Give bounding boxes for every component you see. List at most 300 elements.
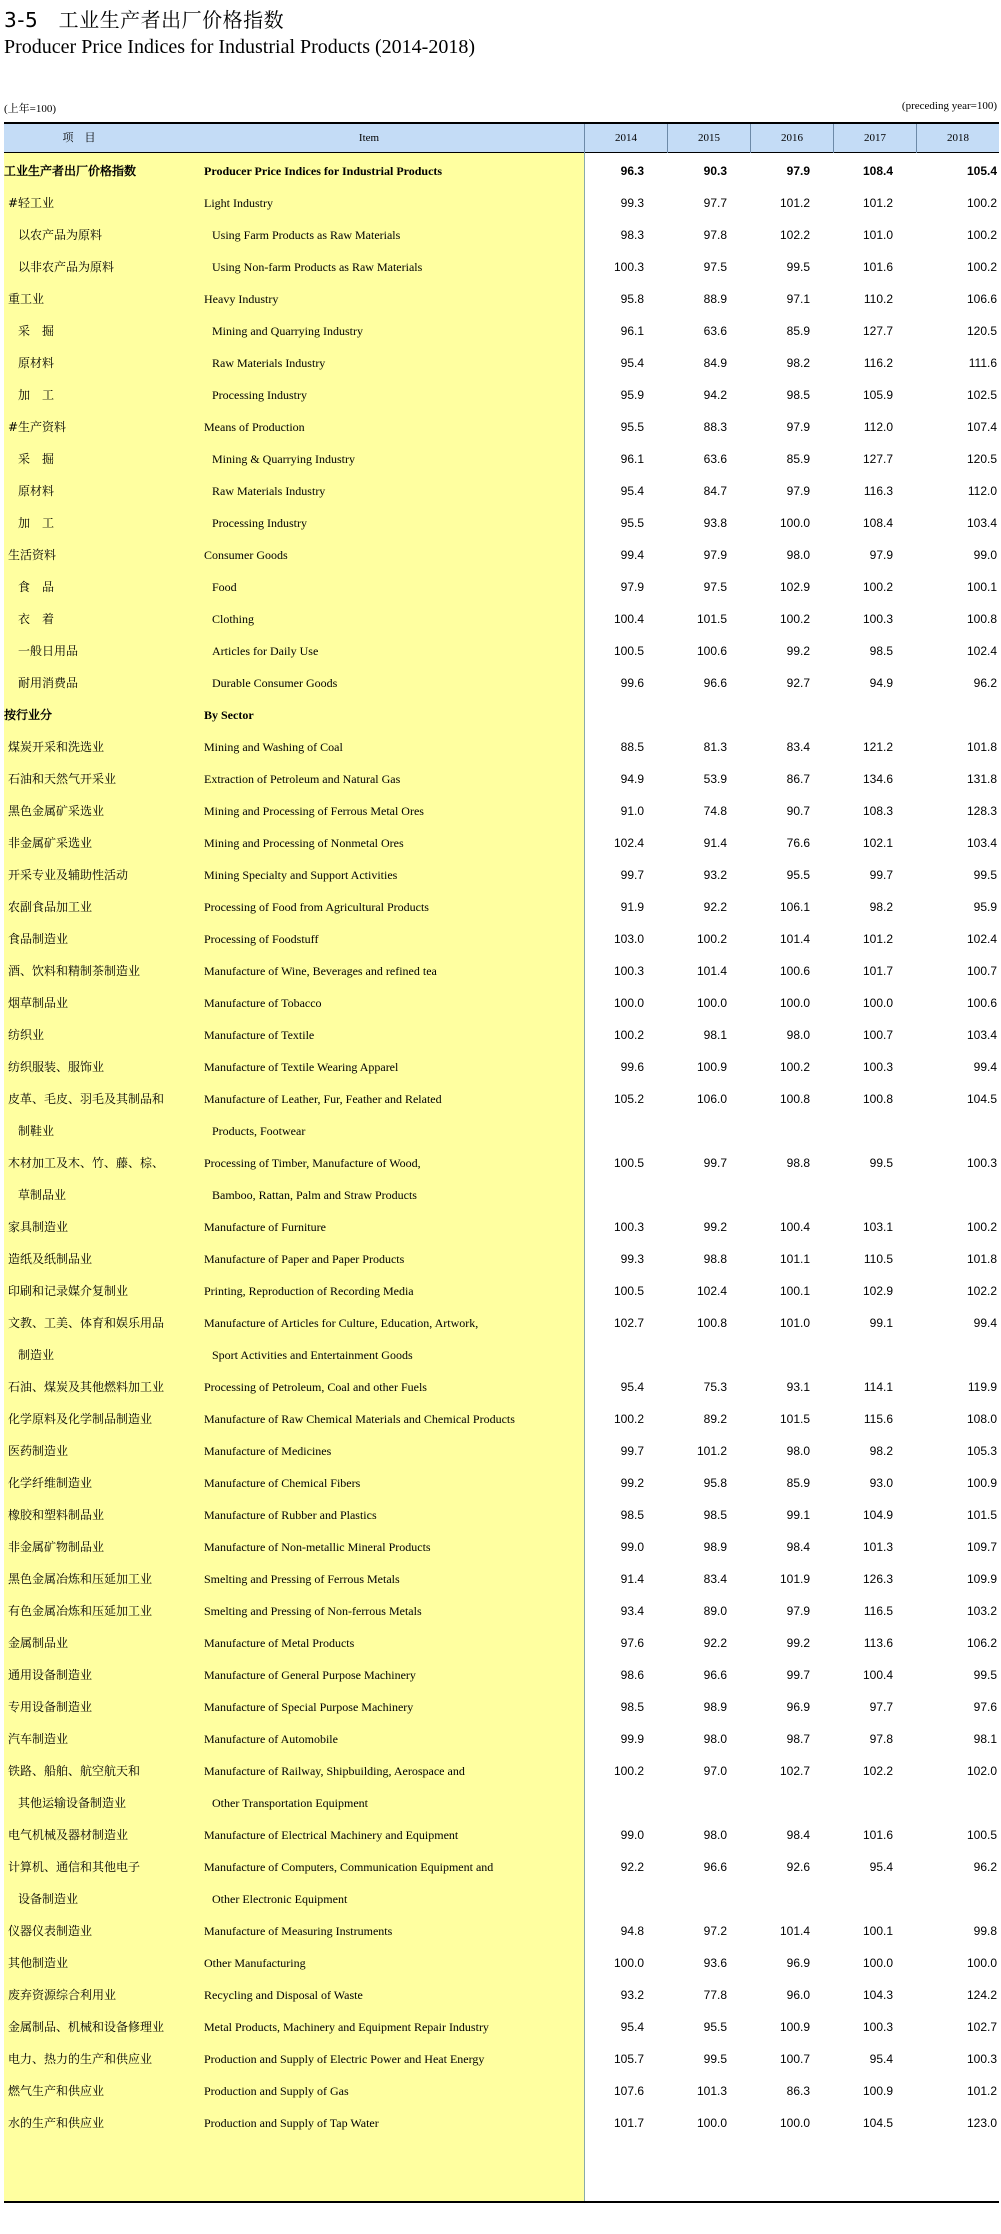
- table-row: [4, 1467, 999, 1499]
- row-label-en: Manufacture of Electrical Machinery and Equipment: [204, 1828, 459, 1842]
- row-label-cn: 以非农产品为原料: [18, 260, 115, 274]
- header-year-2016: 2016: [750, 124, 833, 153]
- value-cell: 85.9: [786, 324, 810, 338]
- table-row: [4, 1947, 999, 1979]
- row-label-en: Mining and Quarrying Industry: [212, 324, 363, 338]
- value-cell: 104.5: [862, 2116, 893, 2130]
- value-cell: 98.8: [703, 1252, 727, 1266]
- value-cell: 95.4: [620, 2020, 644, 2034]
- value-cell: 98.2: [869, 900, 893, 914]
- value-cell: 100.0: [613, 1956, 644, 1970]
- row-label-en: Processing of Food from Agricultural Products: [204, 900, 429, 914]
- row-label-cn: 开采专业及辅助性活动: [8, 868, 129, 882]
- value-cell: 100.3: [966, 2052, 997, 2066]
- row-label-en: Processing of Petroleum, Coal and other Fuels: [204, 1380, 427, 1394]
- row-label-en: Manufacture of Computers, Communication Equipment and: [204, 1860, 494, 1874]
- row-label-en: Processing Industry: [212, 516, 307, 530]
- table-row: [4, 1915, 999, 1947]
- value-cell: 100.2: [779, 1060, 810, 1074]
- value-cell: 134.6: [862, 772, 893, 786]
- value-cell: 101.6: [862, 260, 893, 274]
- value-cell: 93.0: [869, 1476, 893, 1490]
- value-cell: 98.2: [869, 1444, 893, 1458]
- table-row: [4, 283, 999, 315]
- value-cell: 100.0: [696, 2116, 727, 2130]
- value-cell: 98.1: [703, 1028, 727, 1042]
- row-label-cn: 工业生产者出厂价格指数: [4, 164, 137, 178]
- table-row: [4, 1051, 999, 1083]
- value-cell: 100.1: [779, 1284, 810, 1298]
- value-cell: 99.7: [620, 1444, 644, 1458]
- value-cell: 101.2: [966, 2084, 997, 2098]
- table-row: [4, 539, 999, 571]
- table-row: [4, 859, 999, 891]
- value-cell: 98.0: [703, 1828, 727, 1842]
- value-cell: 84.9: [703, 356, 727, 370]
- value-cell: 115.6: [863, 1412, 893, 1426]
- header-year-2017: 2017: [833, 124, 916, 153]
- value-cell: 101.5: [966, 1508, 997, 1522]
- row-label-en: Manufacture of Articles for Culture, Education, Artwork,: [204, 1316, 479, 1330]
- value-cell: 100.5: [613, 644, 644, 658]
- value-cell: 99.4: [973, 1060, 997, 1074]
- table-row: [4, 571, 999, 603]
- value-cell: 88.5: [620, 740, 644, 754]
- value-cell: 92.2: [703, 900, 727, 914]
- value-cell: 95.4: [620, 356, 644, 370]
- row-label-cn: 木材加工及木、竹、藤、棕、: [8, 1156, 165, 1170]
- value-cell: 93.2: [620, 1988, 644, 2002]
- value-cell: 100.7: [862, 1028, 893, 1042]
- value-cell: 113.6: [863, 1636, 893, 1650]
- value-cell: 100.8: [862, 1092, 893, 1106]
- value-cell: 93.8: [703, 516, 727, 530]
- value-cell: 97.5: [703, 580, 727, 594]
- row-label-cn: 采 掘: [18, 452, 55, 466]
- value-cell: 100.4: [779, 1220, 810, 1234]
- row-label-cn: 耐用消费品: [18, 676, 79, 690]
- value-cell: 95.8: [620, 292, 644, 306]
- row-label-cn: 铁路、船舶、航空航天和: [8, 1764, 141, 1778]
- value-cell: 100.7: [966, 964, 997, 978]
- row-label-en: Production and Supply of Electric Power and Heat Energy: [204, 2052, 485, 2066]
- row-label-en: Printing, Reproduction of Recording Media: [204, 1284, 414, 1298]
- value-cell: 83.4: [786, 740, 810, 754]
- value-cell: 95.9: [973, 900, 997, 914]
- value-cell: 100.2: [613, 1412, 644, 1426]
- value-cell: 123.0: [966, 2116, 997, 2130]
- row-label-cn: 石油、煤炭及其他燃料加工业: [8, 1380, 165, 1394]
- value-cell: 96.9: [786, 1700, 810, 1714]
- value-cell: 99.6: [620, 676, 644, 690]
- row-label-en: Mining & Quarrying Industry: [212, 452, 355, 466]
- value-cell: 100.6: [696, 644, 727, 658]
- value-cell: 96.2: [973, 676, 997, 690]
- value-cell: 105.2: [613, 1092, 644, 1106]
- value-cell: 97.9: [786, 164, 810, 178]
- value-cell: 98.9: [703, 1540, 727, 1554]
- value-cell: 103.4: [966, 836, 997, 850]
- row-label-cn: 专用设备制造业: [8, 1700, 93, 1714]
- value-cell: 97.7: [869, 1700, 893, 1714]
- value-cell: 99.2: [703, 1220, 727, 1234]
- table-row: [4, 923, 999, 955]
- table-row: [4, 251, 999, 283]
- value-cell: 100.0: [779, 516, 810, 530]
- row-label-cn: 制鞋业: [18, 1124, 55, 1138]
- value-cell: 96.9: [786, 1956, 810, 1970]
- value-cell: 81.3: [703, 740, 727, 754]
- table-title-en: Producer Price Indices for Industrial Products (2014-2018): [4, 36, 475, 58]
- value-cell: 96.6: [703, 1860, 727, 1874]
- row-label-en: Mining and Processing of Ferrous Metal Ores: [204, 804, 424, 818]
- row-label-cn: 黑色金属矿采选业: [8, 804, 105, 818]
- value-cell: 101.3: [862, 1540, 893, 1554]
- value-cell: 112.0: [863, 420, 893, 434]
- value-cell: 97.9: [786, 420, 810, 434]
- row-label-en: Consumer Goods: [204, 548, 288, 562]
- value-cell: 99.5: [703, 2052, 727, 2066]
- value-cell: 100.2: [966, 1220, 997, 1234]
- value-cell: 100.5: [613, 1284, 644, 1298]
- value-cell: 103.1: [862, 1220, 893, 1234]
- value-cell: 116.2: [863, 356, 893, 370]
- row-label-en: Products, Footwear: [212, 1124, 306, 1138]
- value-cell: 99.0: [620, 1828, 644, 1842]
- row-label-en: Manufacture of Raw Chemical Materials and Chemical Products: [204, 1412, 515, 1426]
- value-cell: 100.9: [966, 1476, 997, 1490]
- row-label-cn: 加 工: [18, 388, 55, 402]
- value-cell: 100.2: [966, 228, 997, 242]
- value-cell: 98.0: [786, 1028, 810, 1042]
- value-cell: 85.9: [786, 452, 810, 466]
- value-cell: 105.3: [966, 1444, 997, 1458]
- value-cell: 100.2: [966, 196, 997, 210]
- value-cell: 98.5: [703, 1508, 727, 1522]
- value-cell: 91.0: [620, 804, 644, 818]
- value-cell: 106.1: [779, 900, 810, 914]
- table-row: [4, 1691, 999, 1723]
- value-cell: 120.5: [966, 324, 997, 338]
- value-cell: 102.1: [862, 836, 893, 850]
- value-cell: 100.2: [613, 1764, 644, 1778]
- row-label-en: Using Non-farm Products as Raw Materials: [212, 260, 423, 274]
- value-cell: 83.4: [703, 1572, 727, 1586]
- row-label-en: Other Manufacturing: [204, 1956, 306, 1970]
- row-label-en: Food: [212, 580, 237, 594]
- value-cell: 99.3: [620, 196, 644, 210]
- value-cell: 121.2: [862, 740, 893, 754]
- value-cell: 103.4: [966, 1028, 997, 1042]
- value-cell: 99.5: [786, 260, 810, 274]
- value-cell: 131.8: [966, 772, 997, 786]
- value-cell: 101.7: [613, 2116, 644, 2130]
- row-label-cn: 废弃资源综合利用业: [8, 1988, 117, 2002]
- value-cell: 74.8: [703, 804, 727, 818]
- value-cell: 114.1: [863, 1380, 893, 1394]
- value-cell: 120.5: [966, 452, 997, 466]
- value-cell: 100.0: [696, 996, 727, 1010]
- value-cell: 97.5: [703, 260, 727, 274]
- value-cell: 100.9: [862, 2084, 893, 2098]
- value-cell: 103.4: [966, 516, 997, 530]
- value-cell: 100.2: [779, 612, 810, 626]
- value-cell: 102.7: [779, 1764, 810, 1778]
- value-cell: 102.2: [966, 1284, 997, 1298]
- value-cell: 98.5: [620, 1508, 644, 1522]
- value-cell: 107.4: [966, 420, 997, 434]
- value-cell: 88.3: [703, 420, 727, 434]
- table-row: [4, 1563, 999, 1595]
- row-label-en: Mining and Processing of Nonmetal Ores: [204, 836, 404, 850]
- value-cell: 102.4: [613, 836, 644, 850]
- value-cell: 100.8: [696, 1316, 727, 1330]
- value-cell: 100.4: [613, 612, 644, 626]
- value-cell: 103.0: [613, 932, 644, 946]
- value-cell: 100.3: [966, 1156, 997, 1170]
- row-label-cn: 非金属矿采选业: [8, 836, 93, 850]
- table-row: [4, 1403, 999, 1435]
- value-cell: 102.4: [966, 644, 997, 658]
- value-cell: 86.3: [786, 2084, 810, 2098]
- row-label-en: Processing of Timber, Manufacture of Wood,: [204, 1156, 421, 1170]
- value-cell: 93.2: [703, 868, 727, 882]
- value-cell: 97.7: [703, 196, 727, 210]
- value-cell: 100.7: [779, 2052, 810, 2066]
- value-cell: 100.2: [966, 260, 997, 274]
- value-cell: 84.7: [703, 484, 727, 498]
- row-label-cn: 计算机、通信和其他电子: [8, 1860, 141, 1874]
- value-cell: 92.6: [786, 1860, 810, 1874]
- value-cell: 97.9: [786, 484, 810, 498]
- value-cell: 116.5: [863, 1604, 893, 1618]
- value-cell: 98.5: [786, 388, 810, 402]
- table-row: [4, 2043, 999, 2075]
- table-row: [4, 987, 999, 1019]
- row-label-cn: 印刷和记录媒介复制业: [8, 1284, 129, 1298]
- row-label-cn: 医药制造业: [8, 1444, 69, 1458]
- row-label-en: Manufacture of Textile: [204, 1028, 315, 1042]
- row-label-en: Smelting and Pressing of Ferrous Metals: [204, 1572, 400, 1586]
- table-header: [4, 122, 999, 153]
- value-cell: 99.7: [786, 1668, 810, 1682]
- value-cell: 100.9: [696, 1060, 727, 1074]
- row-label-cn: 酒、饮料和精制茶制造业: [8, 964, 141, 978]
- row-label-en: Clothing: [212, 612, 255, 626]
- value-cell: 98.0: [703, 1732, 727, 1746]
- row-label-en: Manufacture of Wine, Beverages and refined tea: [204, 964, 437, 978]
- value-cell: 100.6: [966, 996, 997, 1010]
- row-label-cn: 纺织服装、服饰业: [8, 1060, 105, 1074]
- table-row: [4, 1019, 999, 1051]
- value-cell: 95.5: [620, 420, 644, 434]
- table-row: [4, 2107, 999, 2139]
- value-cell: 98.9: [703, 1700, 727, 1714]
- value-cell: 100.5: [613, 1156, 644, 1170]
- value-cell: 93.6: [703, 1956, 727, 1970]
- value-cell: 102.7: [613, 1316, 644, 1330]
- value-cell: 94.8: [620, 1924, 644, 1938]
- value-cell: 95.4: [620, 484, 644, 498]
- table-row: [4, 1787, 999, 1819]
- table-row: [4, 1627, 999, 1659]
- row-label-en: Processing Industry: [212, 388, 307, 402]
- value-cell: 97.6: [620, 1636, 644, 1650]
- value-cell: 96.6: [703, 676, 727, 690]
- value-cell: 95.4: [869, 1860, 893, 1874]
- row-label-cn: 生活资料: [8, 548, 57, 562]
- value-cell: 99.2: [786, 644, 810, 658]
- value-cell: 112.0: [967, 484, 997, 498]
- value-cell: 95.5: [786, 868, 810, 882]
- row-label-en: Using Farm Products as Raw Materials: [212, 228, 401, 242]
- value-cell: 102.5: [966, 388, 997, 402]
- table-row: [4, 1851, 999, 1883]
- table-row: [4, 1083, 999, 1115]
- value-cell: 99.5: [973, 868, 997, 882]
- row-label-cn: 水的生产和供应业: [8, 2116, 105, 2130]
- value-cell: 108.3: [862, 804, 893, 818]
- value-cell: 102.7: [966, 2020, 997, 2034]
- value-cell: 95.8: [703, 1476, 727, 1490]
- value-cell: 94.9: [620, 772, 644, 786]
- value-cell: 99.7: [869, 868, 893, 882]
- value-cell: 110.5: [863, 1252, 893, 1266]
- row-label-en: Durable Consumer Goods: [212, 676, 338, 690]
- table-row: [4, 1595, 999, 1627]
- table-row: [4, 1147, 999, 1179]
- value-cell: 119.9: [967, 1380, 997, 1394]
- value-cell: 101.2: [779, 196, 810, 210]
- value-cell: 96.1: [620, 452, 644, 466]
- table-row: [4, 891, 999, 923]
- table-row: [4, 763, 999, 795]
- value-cell: 102.4: [966, 932, 997, 946]
- value-cell: 99.5: [869, 1156, 893, 1170]
- row-label-en: Recycling and Disposal of Waste: [204, 1988, 363, 2002]
- value-cell: 101.2: [696, 1444, 727, 1458]
- value-cell: 99.1: [786, 1508, 810, 1522]
- value-cell: 93.4: [620, 1604, 644, 1618]
- row-label-cn: 采 掘: [18, 324, 55, 338]
- value-cell: 99.2: [786, 1636, 810, 1650]
- value-cell: 127.7: [862, 452, 893, 466]
- table-row: [4, 955, 999, 987]
- table-row: [4, 1371, 999, 1403]
- table-row: [4, 315, 999, 347]
- row-label-cn: 食 品: [18, 580, 55, 594]
- value-cell: 100.5: [966, 1828, 997, 1842]
- value-cell: 100.8: [966, 612, 997, 626]
- row-label-cn: 纺织业: [8, 1028, 45, 1042]
- value-cell: 101.4: [779, 932, 810, 946]
- value-cell: 91.9: [620, 900, 644, 914]
- table-row: [4, 187, 999, 219]
- value-cell: 99.9: [620, 1732, 644, 1746]
- row-label-cn: 通用设备制造业: [8, 1668, 93, 1682]
- value-cell: 86.7: [786, 772, 810, 786]
- row-label-cn: 造纸及纸制品业: [8, 1252, 93, 1266]
- table-row: [4, 1499, 999, 1531]
- row-label-en: Manufacture of Furniture: [204, 1220, 326, 1234]
- value-cell: 101.9: [779, 1572, 810, 1586]
- row-label-cn: 皮革、毛皮、羽毛及其制品和: [8, 1092, 165, 1106]
- value-cell: 95.5: [703, 2020, 727, 2034]
- row-label-cn: 农副食品加工业: [8, 900, 93, 914]
- value-cell: 100.2: [696, 932, 727, 946]
- table-row: [4, 219, 999, 251]
- value-cell: 100.1: [862, 1924, 893, 1938]
- value-cell: 102.9: [862, 1284, 893, 1298]
- row-label-en: Raw Materials Industry: [212, 356, 326, 370]
- row-label-cn: 金属制品、机械和设备修理业: [8, 2020, 165, 2034]
- row-label-en: Raw Materials Industry: [212, 484, 326, 498]
- value-cell: 98.2: [786, 356, 810, 370]
- value-cell: 96.2: [973, 1860, 997, 1874]
- value-cell: 100.0: [862, 996, 893, 1010]
- value-cell: 101.7: [862, 964, 893, 978]
- row-label-cn: 燃气生产和供应业: [8, 2084, 105, 2098]
- value-cell: 98.0: [786, 1444, 810, 1458]
- table-row: [4, 699, 999, 731]
- row-label-cn: 草制品业: [18, 1188, 67, 1202]
- value-cell: 99.4: [973, 1316, 997, 1330]
- row-label-cn: 橡胶和塑料制品业: [8, 1508, 105, 1522]
- value-cell: 108.0: [966, 1412, 997, 1426]
- value-cell: 99.6: [620, 1060, 644, 1074]
- row-label-cn: 文教、工美、体育和娱乐用品: [8, 1316, 165, 1330]
- value-cell: 100.8: [779, 1092, 810, 1106]
- row-label-cn: 一般日用品: [18, 644, 79, 658]
- row-label-en: Manufacture of Medicines: [204, 1444, 332, 1458]
- value-cell: 96.3: [620, 164, 644, 178]
- table-row: [4, 155, 999, 187]
- value-cell: 98.6: [620, 1668, 644, 1682]
- value-cell: 100.4: [862, 1668, 893, 1682]
- value-cell: 95.4: [869, 2052, 893, 2066]
- value-cell: 104.3: [862, 1988, 893, 2002]
- value-cell: 99.0: [973, 548, 997, 562]
- value-cell: 53.9: [703, 772, 727, 786]
- value-cell: 102.9: [779, 580, 810, 594]
- value-cell: 101.8: [966, 740, 997, 754]
- value-cell: 116.3: [863, 484, 893, 498]
- value-cell: 91.4: [620, 1572, 644, 1586]
- value-cell: 63.6: [703, 452, 727, 466]
- value-cell: 99.5: [973, 1668, 997, 1682]
- value-cell: 127.7: [862, 324, 893, 338]
- value-cell: 95.4: [620, 1380, 644, 1394]
- value-cell: 101.5: [696, 612, 727, 626]
- row-label-en: Smelting and Pressing of Non-ferrous Metals: [204, 1604, 422, 1618]
- value-cell: 102.4: [696, 1284, 727, 1298]
- unit-note-cn: (上年=100): [4, 103, 57, 115]
- value-cell: 100.2: [613, 1028, 644, 1042]
- value-cell: 96.6: [703, 1668, 727, 1682]
- value-cell: 92.7: [786, 676, 810, 690]
- value-cell: 94.9: [869, 676, 893, 690]
- row-label-en: Manufacture of Paper and Paper Products: [204, 1252, 405, 1266]
- row-label-en: Processing of Foodstuff: [204, 932, 319, 946]
- value-cell: 105.4: [966, 164, 997, 178]
- value-cell: 126.3: [862, 1572, 893, 1586]
- value-cell: 92.2: [620, 1860, 644, 1874]
- header-year-2014: 2014: [584, 124, 667, 153]
- value-cell: 98.3: [620, 228, 644, 242]
- row-label-en: Heavy Industry: [204, 292, 279, 306]
- table-row: [4, 475, 999, 507]
- value-cell: 99.8: [973, 1924, 997, 1938]
